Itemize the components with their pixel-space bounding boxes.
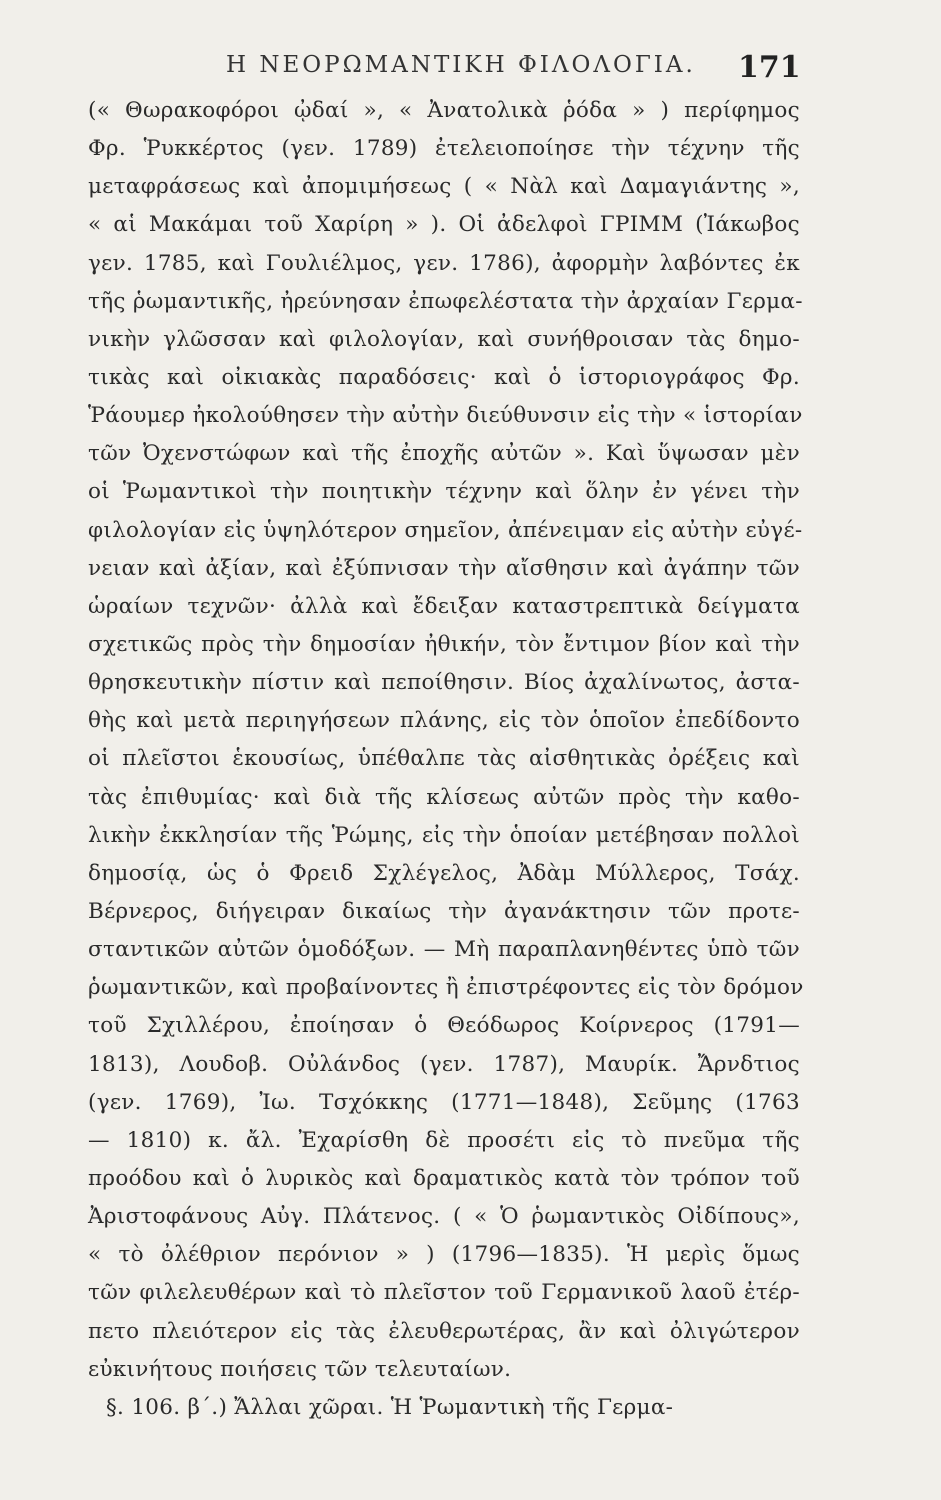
text-line: μεταφράσεως καὶ ἀπομιμήσεως ( « Νὰλ καὶ Δαμαγιάντης », <box>88 174 800 200</box>
body-text <box>88 92 804 1427</box>
text-line: τὰς ἐπιθυμίας· καὶ διὰ τῆς κλίσεως αὐτῶν πρὸς τὴν καθο- <box>88 784 800 810</box>
text-line: Φρ. Ῥυκκέρτος (γεν. 1789) ἐτελειοποίησε τὴν τέχνην τῆς <box>88 136 800 162</box>
text-line: νειαν καὶ ἀξίαν, καὶ ἐξύπνισαν τὴν αἴσθησιν καὶ ἀγάπην τῶν <box>88 555 800 581</box>
text-line: πετο πλειότερον εἰς τὰς ἐλευθερωτέρας, ἂν καὶ ὀλιγώτερον <box>88 1318 800 1344</box>
text-line: φιλολογίαν εἰς ὑψηλότερον σημεῖον, ἀπένειμαν εἰς αὐτὴν εὐγέ- <box>88 517 803 543</box>
text-line: τῶν Ὀχενστώφων καὶ τῆς ἐποχῆς αὐτῶν ». Καὶ ὕψωσαν μὲν <box>88 441 800 467</box>
text-line: σταντικῶν αὐτῶν ὁμοδόξων. — Μὴ παραπλανηθέντες ὑπὸ τῶν <box>88 937 800 963</box>
text-line: τῆς ῥωμαντικῆς, ἠρεύνησαν ἐπωφελέστατα τὴν ἀρχαίαν Γερμα- <box>88 288 803 314</box>
text-line: Βέρνερος, διήγειραν δικαίως τὴν ἀγανάκτησιν τῶν προτε- <box>88 898 800 924</box>
text-line: οἱ πλεῖστοι ἑκουσίως, ὑπέθαλπε τὰς αἰσθητικὰς ὀρέξεις καὶ <box>88 746 800 772</box>
text-line: « τὸ ὀλέθριον περόνιον » ) (1796—1835). Ἡ μερὶς ὅμως <box>88 1242 800 1268</box>
text-line: (« Θωρακοφόροι ᾠδαί », « Ἀνατολικὰ ῥόδα » ) περίφημος <box>88 98 800 123</box>
text-line: Ῥάουμερ ἠκολούθησεν τὴν αὐτὴν διεύθυνσιν εἰς τὴν « ἱστορίαν <box>88 403 803 429</box>
text-line: ὡραίων τεχνῶν· ἀλλὰ καὶ ἔδειξαν καταστρεπτικὰ δείγματα <box>88 593 800 619</box>
text-line: λικὴν ἐκκλησίαν τῆς Ῥώμης, εἰς τὴν ὁποίαν μετέβησαν πολλοὶ <box>88 822 800 848</box>
text-line: (γεν. 1769), Ἰω. Τσχόκκης (1771—1848), Σεῦμης (1763 <box>88 1089 800 1115</box>
text-line: Ἀριστοφάνους Αὐγ. Πλάτενος. ( « Ὁ ῥωμαντικὸς Οἰδίπους», <box>88 1204 800 1230</box>
text-line: οἱ Ῥωμαντικοὶ τὴν ποιητικὴν τέχνην καὶ ὅλην ἐν γένει τὴν <box>88 479 800 505</box>
text-line: νικὴν γλῶσσαν καὶ φιλολογίαν, καὶ συνήθροισαν τὰς δημο- <box>88 326 800 352</box>
text-line: « αἱ Μακάμαι τοῦ Χαρίρη » ). Οἱ ἀδελφοὶ ΓΡΙΜΜ (Ἰάκωβος <box>88 212 800 238</box>
text-line: δημοσίᾳ, ὡς ὁ Φρειδ Σχλέγελος, Ἀδὰμ Μύλλερος, Τσάχ. <box>88 860 800 886</box>
text-line: σχετικῶς πρὸς τὴν δημοσίαν ἠθικήν, τὸν ἔντιμον βίον καὶ τὴν <box>88 631 800 657</box>
text-line: τικὰς καὶ οἰκιακὰς παραδόσεις· καὶ ὁ ἱστοριογράφος Φρ. <box>88 364 800 390</box>
text-line: τοῦ Σχιλλέρου, ἐποίησαν ὁ Θεόδωρος Κοίρνερος (1791— <box>88 1013 800 1039</box>
text-line: — 1810) κ. ἄλ. Ἐχαρίσθη δὲ προσέτι εἰς τὸ πνεῦμα τῆς <box>88 1127 800 1153</box>
text-line: θρησκευτικὴν πίστιν καὶ πεποίθησιν. Βίος ἀχαλίνωτος, ἀστα- <box>88 670 800 696</box>
text-line: θὴς καὶ μετὰ περιηγήσεων πλάνης, εἰς τὸν ὁποῖον ἐπεδίδοντο <box>88 708 800 734</box>
text-line: τῶν φιλελευθέρων καὶ τὸ πλεῖστον τοῦ Γερμανικοῦ λαοῦ ἐτέρ- <box>88 1280 800 1306</box>
text-line: ῥωμαντικῶν, καὶ προβαίνοντες ἢ ἐπιστρέφοντες εἰς τὸν δρόμον <box>88 975 804 1001</box>
text-line: 1813), Λουδοβ. Οὐλάνδος (γεν. 1787), Μαυρίκ. Ἄρνδτιος <box>88 1051 800 1077</box>
text-line: εὐκινήτους ποιήσεις τῶν τελευταίων. <box>88 1356 512 1382</box>
page-number: 171 <box>738 50 801 85</box>
text-line: προόδου καὶ ὁ λυρικὸς καὶ δραματικὸς κατὰ τὸν τρόπον τοῦ <box>88 1165 800 1191</box>
text-line: γεν. 1785, καὶ Γουλιέλμος, γεν. 1786), ἀφορμὴν λαβόντες ἐκ <box>88 250 800 276</box>
running-title: Η ΝΕΟΡΩΜΑΝΤΙΚΗ ΦΙΛΟΛΟΓΙΑ. <box>226 52 696 78</box>
section-heading-line: §. 106. β΄.) Ἄλλαι χῶραι. Ἡ Ῥωμαντικὴ τῆς Γερμα- <box>106 1394 674 1420</box>
